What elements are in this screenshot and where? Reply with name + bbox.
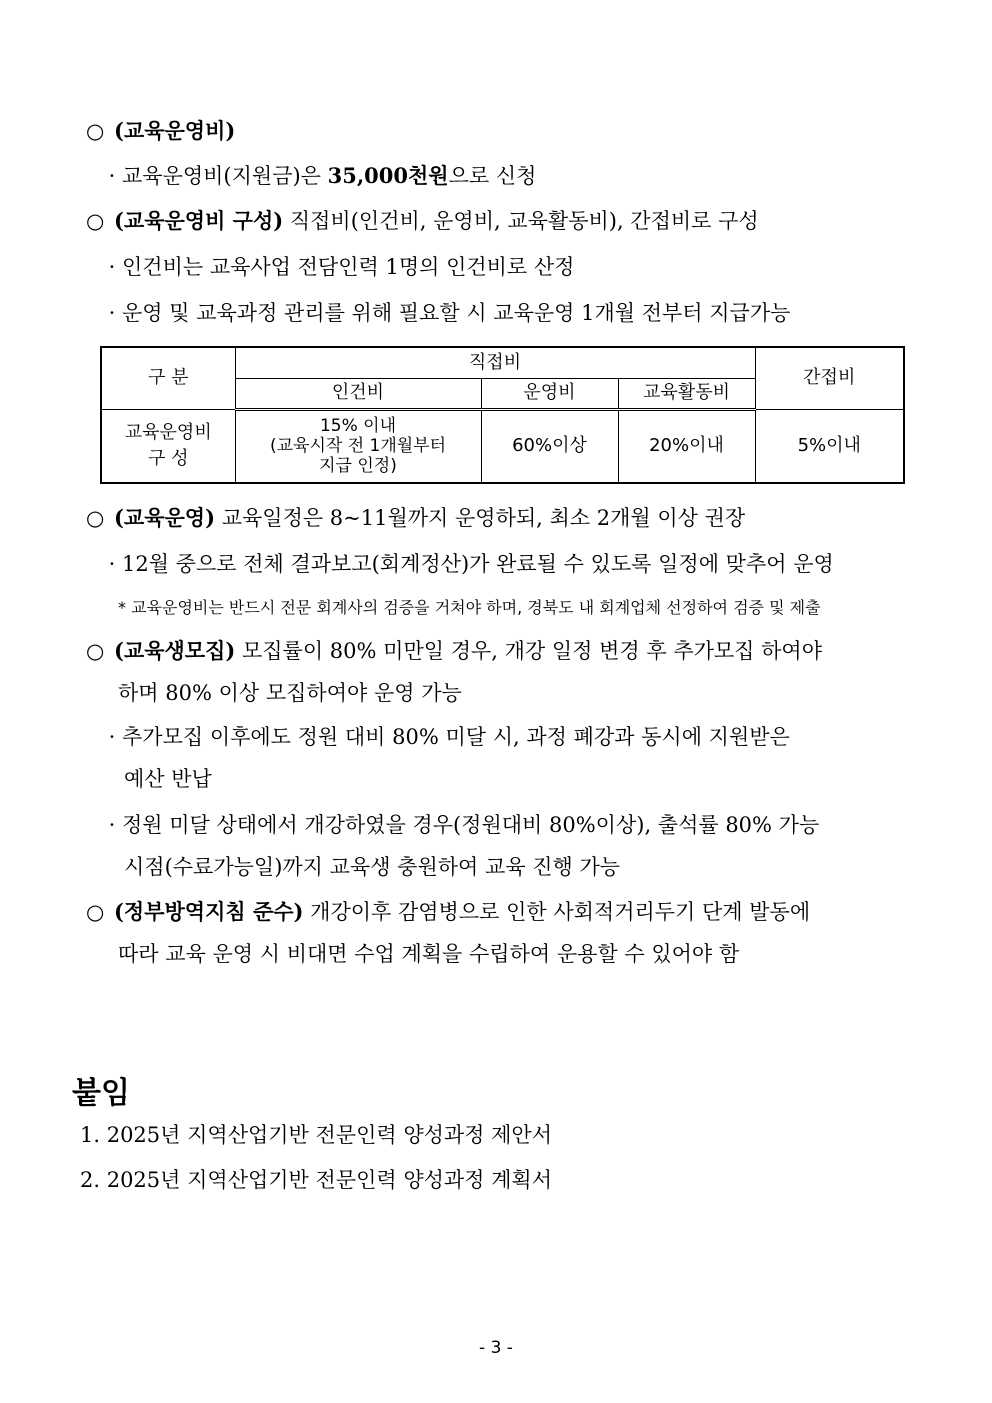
section-2-heading-line: [86, 206, 759, 236]
header-direct-cost: 직접비: [235, 347, 755, 378]
section-1-heading: (교육운영비): [114, 118, 236, 143]
activity-cell: 20%이내: [618, 409, 755, 483]
personnel-cell: [235, 409, 481, 483]
circle-bullet-icon: ○: [86, 506, 105, 530]
row-label-line-2: 구 성: [148, 447, 189, 469]
section-4-text-line-1: 모집률이 80% 미만일 경우, 개강 일정 변경 후 추가모집 하여야: [235, 639, 822, 663]
dot-bullet-icon: ·: [108, 164, 116, 188]
section-2-item-1-text: 인건비는 교육사업 전담인력 1명의 인건비로 산정: [122, 255, 575, 279]
section-1-item-1-text-a: 교육운영비(지원금)은: [122, 164, 328, 188]
section-3-heading: (교육운영): [114, 505, 216, 530]
row-label-line-1: 교육운영비: [124, 421, 212, 443]
section-4-text-line-2: 하며 80% 이상 모집하여야 운영 가능: [118, 681, 462, 705]
indirect-cell: 5%이내: [755, 409, 904, 483]
attachments-title: 붙임: [72, 1076, 130, 1111]
section-4-item-2-line-1: 정원 미달 상태에서 개강하였을 경우(정원대비 80%이상), 출석률 80% 가능: [122, 813, 820, 837]
dot-bullet-icon: ·: [108, 725, 116, 749]
section-4-item-2: [102, 810, 819, 840]
section-1-item-1-text-b: 으로 신청: [448, 164, 537, 188]
section-3-item-1-text: 12월 중으로 전체 결과보고(회계정산)가 완료될 수 있도록 일정에 맞추어 운영: [122, 552, 834, 576]
section-2-item-1: [102, 252, 574, 282]
section-5-heading-line: [86, 897, 810, 927]
table-header-row-1: [101, 347, 904, 378]
cost-structure-table: [100, 346, 905, 484]
row-label: [101, 409, 235, 483]
section-5-text-line-2: 따라 교육 운영 시 비대면 수업 계획을 수립하여 운용할 수 있어야 함: [118, 942, 740, 966]
section-4-item-1: [102, 722, 790, 752]
header-activity-cost: 교육활동비: [618, 378, 755, 409]
header-personnel-cost: 인건비: [235, 378, 481, 409]
section-1-item-1-amount: 35,000천원: [327, 163, 449, 188]
dot-bullet-icon: ·: [108, 301, 116, 325]
section-4-item-1-line-1: 추가모집 이후에도 정원 대비 80% 미달 시, 과정 폐강과 동시에 지원받은: [122, 725, 790, 749]
attachment-item-2: 2. 2025년 지역산업기반 전문인력 양성과정 계획서: [80, 1168, 553, 1192]
dot-bullet-icon: ·: [108, 552, 116, 576]
section-4-heading: (교육생모집): [114, 638, 236, 663]
section-1-heading-line: [86, 116, 235, 146]
circle-bullet-icon: ○: [86, 209, 105, 233]
section-3-note: * 교육운영비는 반드시 전문 회계사의 검증을 거쳐야 하며, 경북도 내 회계업체 선정하여 검증 및 제출: [118, 598, 821, 617]
section-4-item-1-line-2: 예산 반납: [124, 767, 212, 791]
page-number: - 3 -: [479, 1338, 513, 1358]
section-3-item-1: [102, 549, 834, 579]
section-3-text: 교육일정은 8~11월까지 운영하되, 최소 2개월 이상 권장: [215, 506, 746, 530]
personnel-line-2: (교육시작 전 1개월부터: [269, 436, 447, 457]
header-indirect-cost: 간접비: [755, 347, 904, 409]
section-5-text-line-1: 개강이후 감염병으로 인한 사회적거리두기 단계 발동에: [303, 900, 811, 924]
circle-bullet-icon: ○: [86, 119, 105, 143]
table-row: [101, 409, 904, 483]
header-operation-cost: 운영비: [481, 378, 618, 409]
section-2-item-2-text: 운영 및 교육과정 관리를 위해 필요할 시 교육운영 1개월 전부터 지급가능: [122, 301, 791, 325]
circle-bullet-icon: ○: [86, 639, 105, 663]
operation-cell: 60%이상: [481, 409, 618, 483]
circle-bullet-icon: ○: [86, 900, 105, 924]
section-3-heading-line: [86, 503, 745, 533]
section-4-item-2-line-2: 시점(수료가능일)까지 교육생 충원하여 교육 진행 가능: [124, 855, 621, 879]
section-2-heading: (교육운영비 구성): [114, 208, 284, 233]
section-5-heading: (정부방역지침 준수): [114, 899, 304, 924]
dot-bullet-icon: ·: [108, 255, 116, 279]
section-1-item-1: [102, 161, 536, 191]
attachment-item-1: 1. 2025년 지역산업기반 전문인력 양성과정 제안서: [80, 1123, 553, 1147]
section-2-item-2: [102, 298, 790, 328]
dot-bullet-icon: ·: [108, 813, 116, 837]
section-4-heading-line: [86, 636, 822, 666]
section-2-text: 직접비(인건비, 운영비, 교육활동비), 간접비로 구성: [283, 209, 759, 233]
personnel-line-3: 지급 인정): [319, 456, 397, 477]
header-category: 구 분: [101, 347, 235, 409]
personnel-line-1: 15% 이내: [319, 416, 397, 437]
